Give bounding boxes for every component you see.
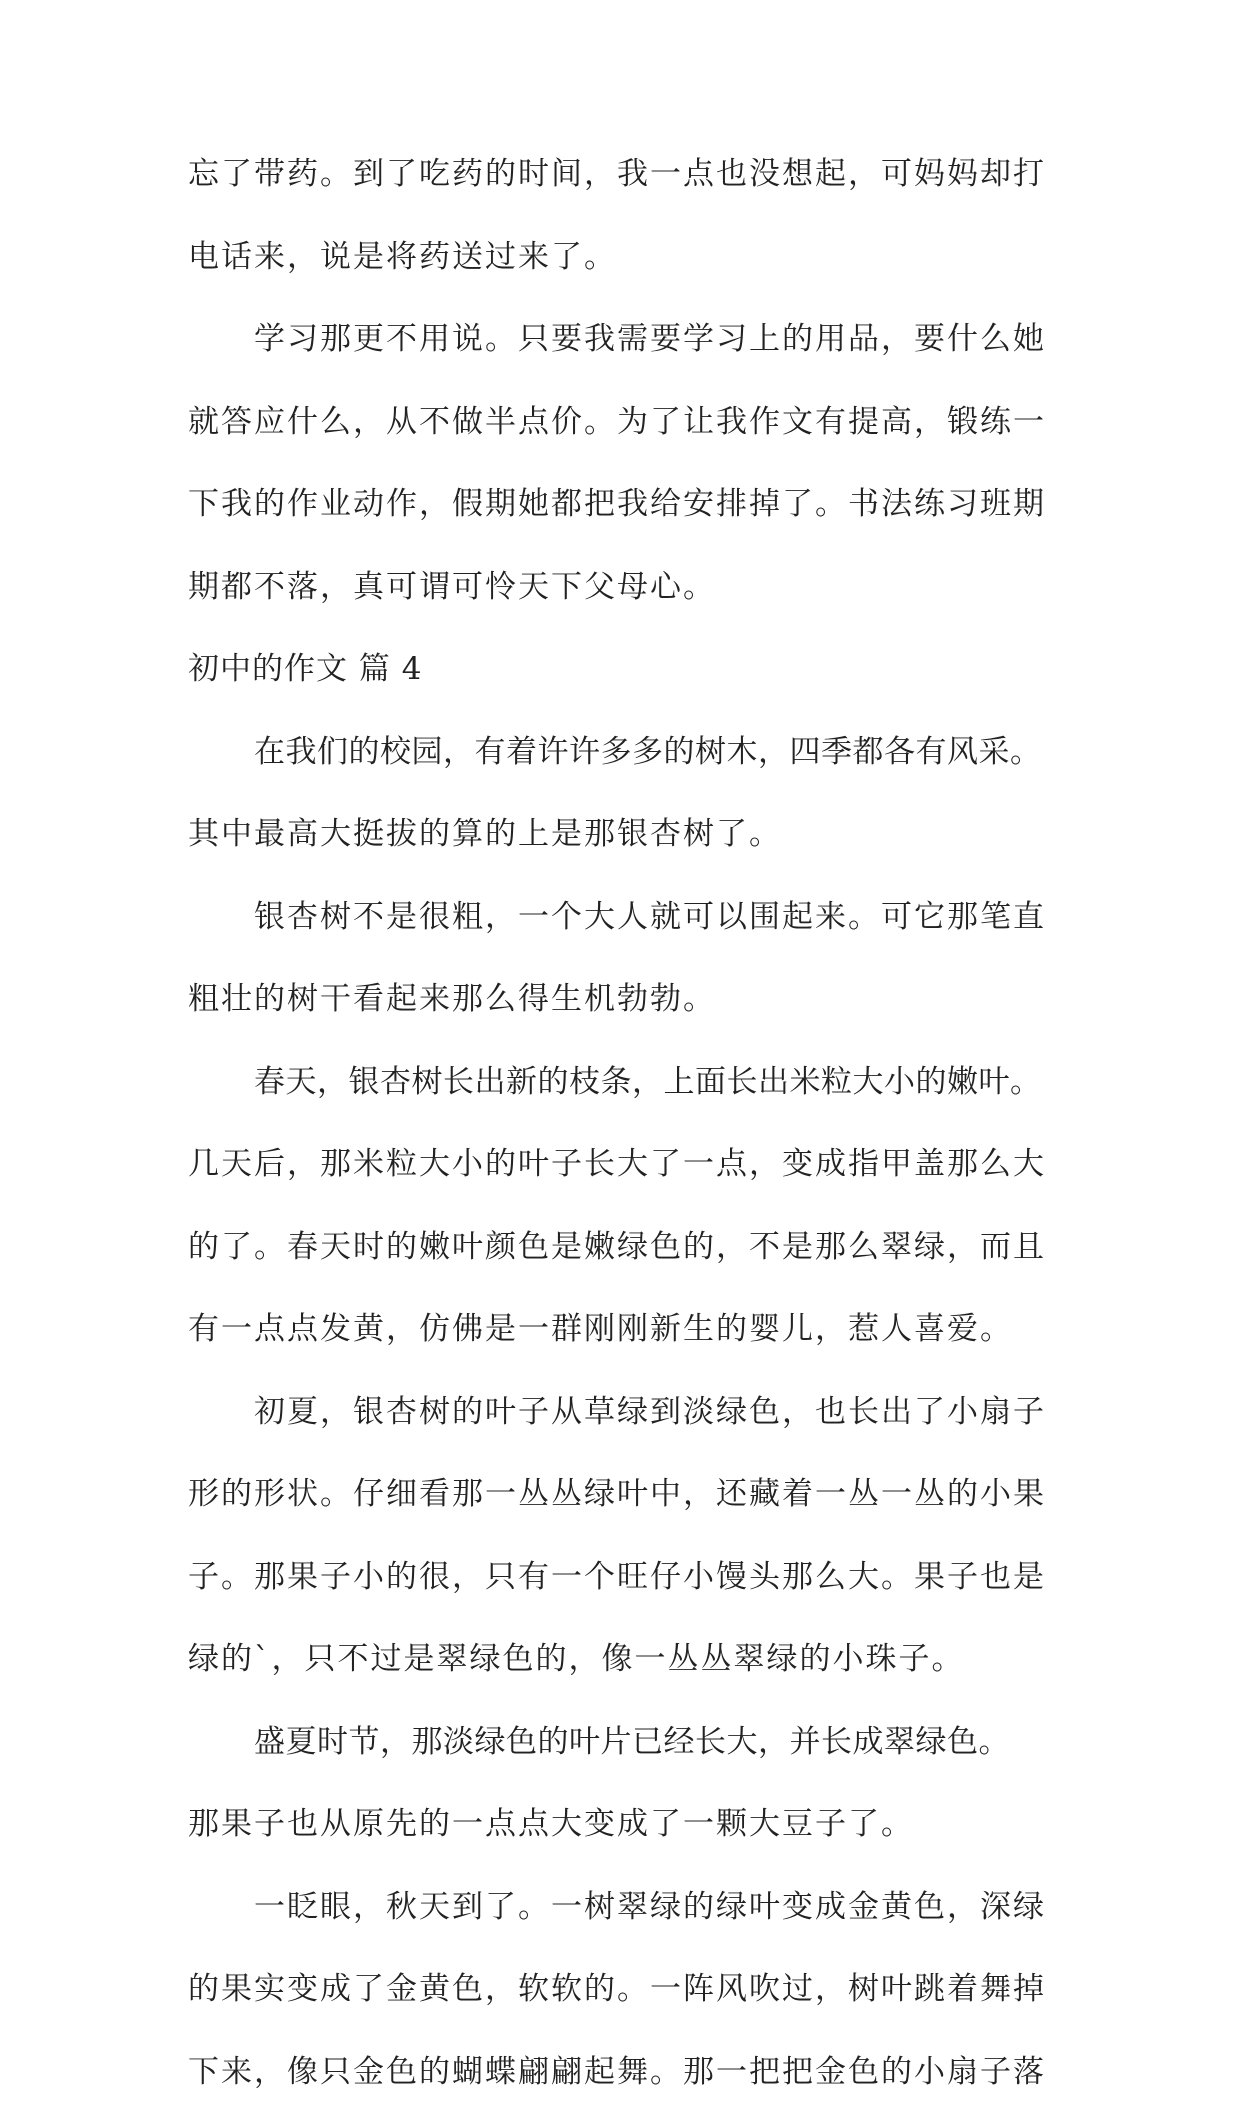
paragraph-start-line: 一眨眼，秋天到了。一树翠绿的绿叶变成金黄色，深绿 bbox=[254, 1888, 1046, 1925]
paragraph-start-line: 在我们的校园，有着许许多多的树木，四季都各有风采。 bbox=[254, 733, 1042, 770]
text-line: 电话来，说是将药送过来了。 bbox=[188, 238, 617, 275]
text-line: 的果实变成了金黄色，软软的。一阵风吹过，树叶跳着舞掉 bbox=[188, 1971, 1046, 2007]
section-title: 初中的作文 篇 4 bbox=[188, 651, 423, 687]
text-line: 的了。春天时的嫩叶颜色是嫩绿色的，不是那么翠绿，而且 bbox=[188, 1228, 1046, 1265]
text-line: 就答应什么，从不做半点价。为了让我作文有提高，锻练一 bbox=[188, 403, 1046, 440]
text-line: 下来，像只金色的蝴蝶翩翩起舞。那一把把金色的小扇子落 bbox=[188, 2053, 1046, 2090]
text-line: 粗壮的树干看起来那么得生机勃勃。 bbox=[188, 981, 716, 1017]
text-line: 几天后，那米粒大小的叶子长大了一点，变成指甲盖那么大 bbox=[188, 1146, 1046, 1182]
text-line: 绿的`，只不过是翠绿色的，像一丛丛翠绿的小珠子。 bbox=[188, 1641, 965, 1677]
text-line: 形的形状。仔细看那一丛丛绿叶中，还藏着一丛一丛的小果 bbox=[188, 1476, 1046, 1512]
paragraph-start-line: 初夏，银杏树的叶子从草绿到淡绿色，也长出了小扇子 bbox=[254, 1393, 1046, 1430]
text-line: 期都不落，真可谓可怜天下父母心。 bbox=[188, 568, 716, 605]
text-line: 其中最高大挺拔的算的上是那银杏树了。 bbox=[188, 816, 782, 852]
text-line: 有一点点发黄，仿佛是一群刚刚新生的婴儿，惹人喜爱。 bbox=[188, 1311, 1013, 1347]
paragraph-start-line: 盛夏时节，那淡绿色的叶片已经长大，并长成翠绿色。 bbox=[254, 1723, 1010, 1760]
document-body bbox=[188, 146, 1068, 2126]
text-line: 子。那果子小的很，只有一个旺仔小馒头那么大。果子也是 bbox=[188, 1558, 1046, 1595]
paragraph-start-line: 春天，银杏树长出新的枝条，上面长出米粒大小的嫩叶。 bbox=[254, 1063, 1042, 1100]
text-line: 忘了带药。到了吃药的时间，我一点也没想起，可妈妈却打 bbox=[188, 156, 1046, 192]
paragraph-start-line: 学习那更不用说。只要我需要学习上的用品，要什么她 bbox=[254, 321, 1046, 357]
text-line: 那果子也从原先的一点点大变成了一颗大豆子了。 bbox=[188, 1806, 914, 1842]
text-line: 下我的作业动作，假期她都把我给安排掉了。书法练习班期 bbox=[188, 486, 1046, 522]
paragraph-start-line: 银杏树不是很粗，一个大人就可以围起来。可它那笔直 bbox=[254, 898, 1046, 935]
